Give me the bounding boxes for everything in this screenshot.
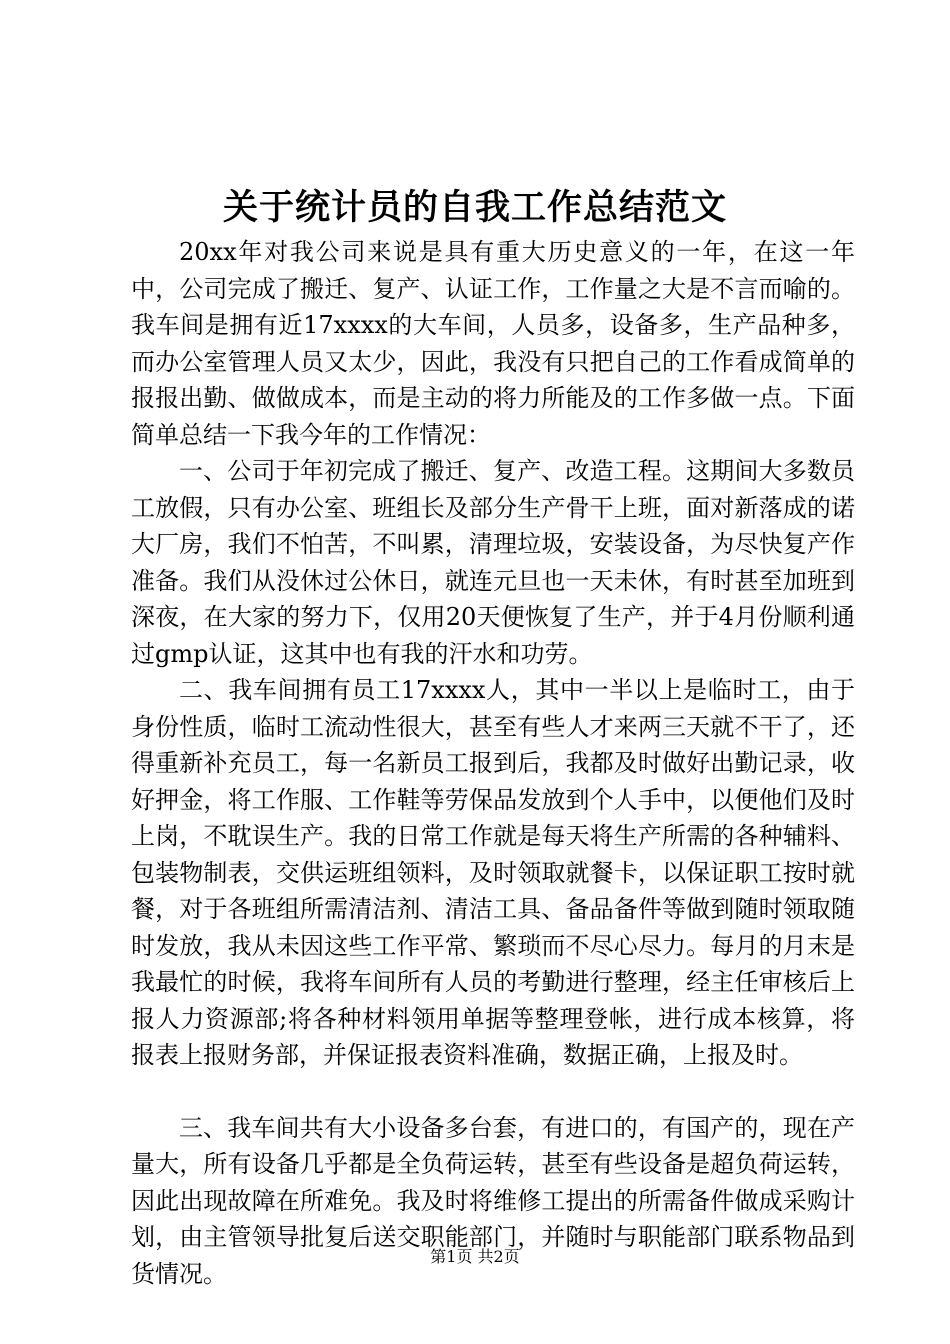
paragraph-section-1: 一、公司于年初完成了搬迁、复产、改造工程。这期间大多数员工放假，只有办公室、班组长及部分生产骨干上班，面对新落成的诺大厂房，我们不怕苦，不叫累，清理垃圾，安装设备，为尽快复产作准备。我们从没休过公休日，就连元旦也一天未休，有时甚至加班到深夜，在大家的努力下，仅用20天便恢复了生产，并于4月份顺利通过gmp认证，这其中也有我的汗水和功劳。 [131,457,855,668]
paragraph-intro: 20xx年对我公司来说是具有重大历史意义的一年，在这一年中，公司完成了搬迁、复产、认证工作，工作量之大是不言而喻的。我车间是拥有近17xxxx的大车间，人员多，设备多，生产品种多，而办公室管理人员又太少，因此，我没有只把自己的工作看成简单的报报出勤、做做成本，而是主动的将力所能及的工作多做一点。下面简单总结一下我今年的工作情况： [131,238,855,449]
page-number-footer: 第1页 共2页 [430,1247,520,1266]
paragraph-section-2: 二、我车间拥有员工17xxxx人，其中一半以上是临时工，由于身份性质，临时工流动性很大，甚至有些人才来两三天就不干了，还得重新补充员工，每一名新员工报到后，我都及时做好出勤记录，收好押金，将工作服、工作鞋等劳保品发放到个人手中，以便他们及时上岗，不耽误生产。我的日常工作就是每天将生产所需的各种辅料、包装物制表，交供运班组领料，及时领取就餐卡，以保证职工按时就餐，对于各班组所需清洁剂、清洁工具、备品备件等做到随时领取随时发放，我从未因这些工作平常、繁琐而不尽心尽力。每月的月末是我最忙的时候，我将车间所有人员的考勤进行整理，经主任审核后上报人力资源部;将各种材料领用单据等整理登帐，进行成本核算，将报表上报财务部，并保证报表资料准确，数据正确，上报及时。 [131,676,855,1069]
document-body [131,234,855,1292]
paragraph-section-3: 三、我车间共有大小设备多台套，有进口的，有国产的，现在产量大，所有设备几乎都是全负荷运转，甚至有些设备是超负荷运转，因此出现故障在所难免。我及时将维修工提出的所需备件做成采购计划，由主管领导批复后送交职能部门，并随时与职能部门联系物品到货情况。 [131,1113,855,1288]
document-title: 关于统计员的自我工作总结范文 [222,187,727,228]
